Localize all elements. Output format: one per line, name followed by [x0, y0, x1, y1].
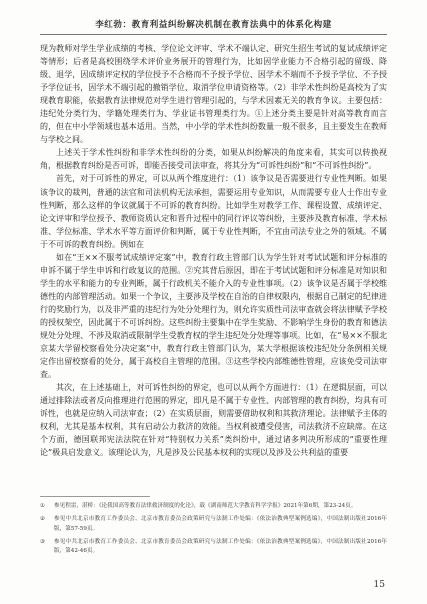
- page-number: 15: [373, 580, 385, 590]
- footnote-text: 参见程雷，湛桥：《论我国高等教育法律救济制度的化论》，载《湖南师范大学教育科学学报》2021年第6期，第23-24页。: [54, 503, 357, 509]
- footnotes: [40, 502, 387, 560]
- footnote-text: 参见中共北京市教育工作委员会、北京市教育委员会政策研究与法制工作处编：《依法治教典型案例选编》，中国法制出版社2016年版，第57-59页。: [54, 516, 387, 532]
- footnote-mark: ③: [40, 538, 46, 545]
- footnote: [40, 502, 387, 511]
- footnote-text: 参见中共北京市教育工作委员会、北京市教育委员会政策研究与法制工作处编：《依法治教典型案例选编》，中国法制出版社2016年版，第42-46页。: [54, 538, 387, 555]
- paragraph: 上述关于学术性纠纷和非学术性纠纷的分类，如果从纠纷解决的角度来看，其实可以转换视角，根据教育纠纷是否可诉，即能否接受司法审查，将其分为“可诉性纠纷”和“不可诉性纠纷”。: [40, 148, 387, 171]
- header-rule: [40, 34, 387, 35]
- footnote-mark: ①: [40, 503, 46, 509]
- paragraph: 如在“王××不服考试成绩评定案”中，教育行政主管部门认为学生针对考试试题和评分标准的申诉不属于学生申诉和行政复议的范围。②究其背后原因，即在于考试试题和评分标准是对知识和学生的水平和能力的专业判断，属于行政机关不能介入的专业性事项。（2）该争议是否属于学校维德性的内部管理活动。如果一个争议，主要涉及学校在自治的自律权限内，根据自己制定的纪律进行的奖励行为，以及非严重的违纪行为处分处理行为，则允许实质性司法审查就会将法律赋予学校的授权架空，因此属于不可诉纠纷。这些纠纷主要集中在学生奖励、不影响学生身份的教育和德法规处分处理、不涉及取消或限制学生受教育权的学生违纪处分处理等事项。比如，在“易××不服北京某大学留校察看处分决定案”中，教育行政主管部门认为，某大学根据该校违纪处分条例相关规定作出留校察看的处分，属于高校自主管理的范围。③这些学校内部维德性管理，应该免受司法审查。: [40, 252, 387, 380]
- body-text: [40, 42, 387, 460]
- footnote: [40, 515, 387, 534]
- paragraph: 现为教师对学生学业成绩的考核、学位论文评审、学术不端认定、研究生招生考试的复试成绩评定等情形；后者是高校围绕学术评价业务展开的管理行为，比如因学业能力不合格引起的留级、降级、退学，因成绩评定权的学位授予不合格而不予授予学位、因学术不端而不予授予学位、不予授予学位证书，因学术不端引起的撤销学位、取消学位申请资格等。（2）非学术性纠纷是高校为了实现教育职能，依据教育法律规范对学生进行管理引起的，与学术因素无关的教育争议。主要包括：违纪处分类行为、学籍处理类行为、学业证书管理类行为。①上述分类主要是针对高等教育而言的，但在中小学领域也基本适用。当然，中小学的学术性纠纷数量一般不很多，且主要发生在教师与学校之间。: [40, 44, 387, 145]
- footnote: [40, 538, 387, 557]
- paragraph: 首先，对于可诉性的界定，可以从两个维度进行：（1）该争议是否需要进行专业性判断。如果该争议的裁判，普通的法官和司法机构无法承担，需要运用专业知识，从而需要专业人士作出专业性判断，那么这样的争议就属于不可诉的教育纠纷。比如学生对教学工作、课程设置、成绩评定、论文评审和学位授予、教师资质认定和晋升过程中的同行评议等纠纷，主要涉及教育标准、学术标准、学位标准、学术水平等方面评价和判断，属于专业性判断，不宜由司法专业之外的领域。不属于不可诉的教育纠纷。例如在: [40, 174, 387, 249]
- paragraph: 其次，在上述基础上，对可诉性纠纷的界定，也可以从两个方面进行：（1）在逻辑层面，可以通过排除法或者反向推理进行范围的界定，即凡是不属于专业性、内部管理的教育纠纷，均具有可诉性，也就是应纳入司法审查；（2）在实质层面，则需要借助权利和其救济理论。法律赋予主体的权利，尤其是基本权利，其有启动公力救济的效能。当权利被遭受侵害，司法救济不应缺席。在这个方面，德国联邦宪法法院在针对“特别权力关系”类纠纷中，通过诸多判决所形成的“重要性理论”极具启发意义。该理论认为，凡是涉及公民基本权利的实现以及涉及公共利益的重要: [40, 383, 387, 458]
- footnote-mark: ②: [40, 516, 46, 523]
- footnote-rule: [40, 496, 150, 497]
- running-head: 李红勃：教育利益纠纷解决机制在教育法典中的体系化构建: [95, 20, 332, 30]
